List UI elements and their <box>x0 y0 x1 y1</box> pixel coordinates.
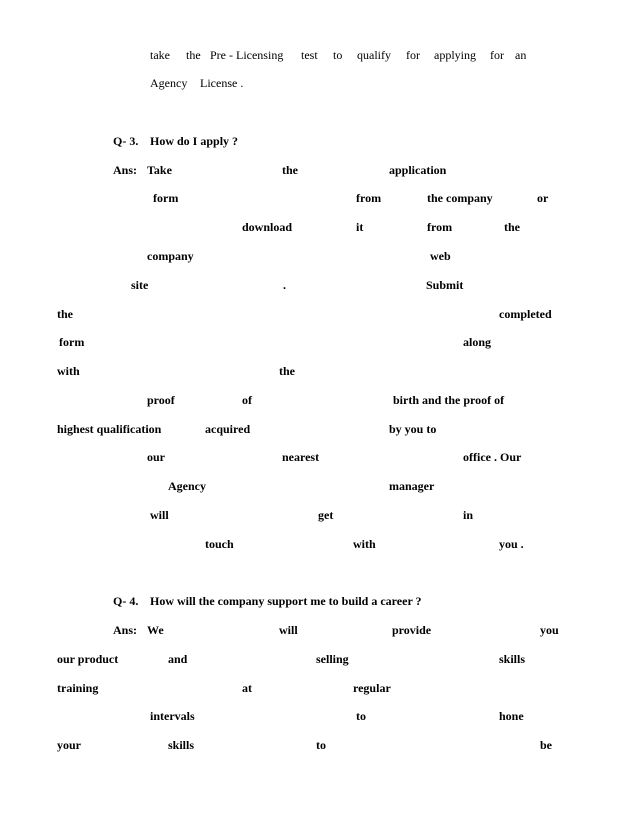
intro-word: License . <box>200 76 244 90</box>
answer-word: training <box>57 681 99 695</box>
answer-word: We <box>147 623 164 637</box>
answer-word: and <box>168 652 188 666</box>
answer-word: acquired <box>205 422 251 436</box>
answer-word: our <box>147 450 165 464</box>
answer-word: from <box>427 220 453 234</box>
answer-word: our product <box>57 652 119 666</box>
intro-word: take <box>150 48 170 62</box>
answer-word: Agency <box>168 479 206 493</box>
answer-word: manager <box>389 479 435 493</box>
intro-word: Agency <box>150 76 188 90</box>
answer-word: the <box>57 307 73 321</box>
answer-word: you <box>540 623 559 637</box>
question-label: Q- 3. <box>113 134 139 148</box>
answer-word: Take <box>147 163 172 177</box>
answer-word: you . <box>499 537 524 551</box>
answer-word: will <box>150 508 169 522</box>
answer-word: Submit <box>426 278 464 292</box>
answer-word: hone <box>499 709 524 723</box>
answer-word: get <box>318 508 334 522</box>
intro-word: the <box>186 48 201 62</box>
answer-word: nearest <box>282 450 320 464</box>
intro-word: qualify <box>357 48 391 62</box>
answer-word: it <box>356 220 364 234</box>
intro-word: to <box>333 48 343 62</box>
intro-word: for <box>406 48 420 62</box>
intro-word: test <box>301 48 318 62</box>
answer-word: birth and the proof of <box>393 393 505 407</box>
intro-word: for <box>490 48 504 62</box>
answer-word: along <box>463 335 492 349</box>
answer-word: be <box>540 738 552 752</box>
intro-word: applying <box>434 48 476 62</box>
answer-word: completed <box>499 307 552 321</box>
answer-word: application <box>389 163 447 177</box>
answer-word: with <box>353 537 376 551</box>
answer-word: from <box>356 191 382 205</box>
answer-word: highest qualification <box>57 422 162 436</box>
answer-word: the company <box>427 191 493 205</box>
answer-word: the <box>504 220 520 234</box>
question-label: Q- 4. <box>113 594 139 608</box>
answer-word: the <box>279 364 295 378</box>
answer-word: at <box>242 681 252 695</box>
answer-word: to <box>316 738 326 752</box>
answer-label: Ans: <box>113 163 138 177</box>
answer-word: with <box>57 364 80 378</box>
answer-word: form <box>59 335 85 349</box>
answer-word: or <box>537 191 549 205</box>
answer-word: will <box>279 623 298 637</box>
answer-word: provide <box>392 623 432 637</box>
answer-word: your <box>57 738 81 752</box>
answer-word: of <box>242 393 252 407</box>
answer-word: regular <box>353 681 391 695</box>
answer-word: touch <box>205 537 234 551</box>
answer-word: company <box>147 249 194 263</box>
answer-word: . <box>283 278 286 292</box>
answer-label: Ans: <box>113 623 138 637</box>
answer-word: in <box>463 508 474 522</box>
intro-word: Pre - Licensing <box>210 48 284 62</box>
question-text: How will the company support me to build a career ? <box>150 594 422 608</box>
answer-word: web <box>430 249 451 263</box>
answer-word: skills <box>499 652 526 666</box>
intro-word: an <box>515 48 527 62</box>
answer-word: selling <box>316 652 349 666</box>
answer-word: skills <box>168 738 195 752</box>
answer-word: site <box>131 278 149 292</box>
answer-word: to <box>356 709 366 723</box>
answer-word: by you to <box>389 422 437 436</box>
answer-word: office . Our <box>463 450 522 464</box>
answer-word: download <box>242 220 293 234</box>
answer-word: proof <box>147 393 175 407</box>
answer-word: intervals <box>150 709 195 723</box>
answer-word: form <box>153 191 179 205</box>
question-text: How do I apply ? <box>150 134 239 148</box>
answer-word: the <box>282 163 298 177</box>
